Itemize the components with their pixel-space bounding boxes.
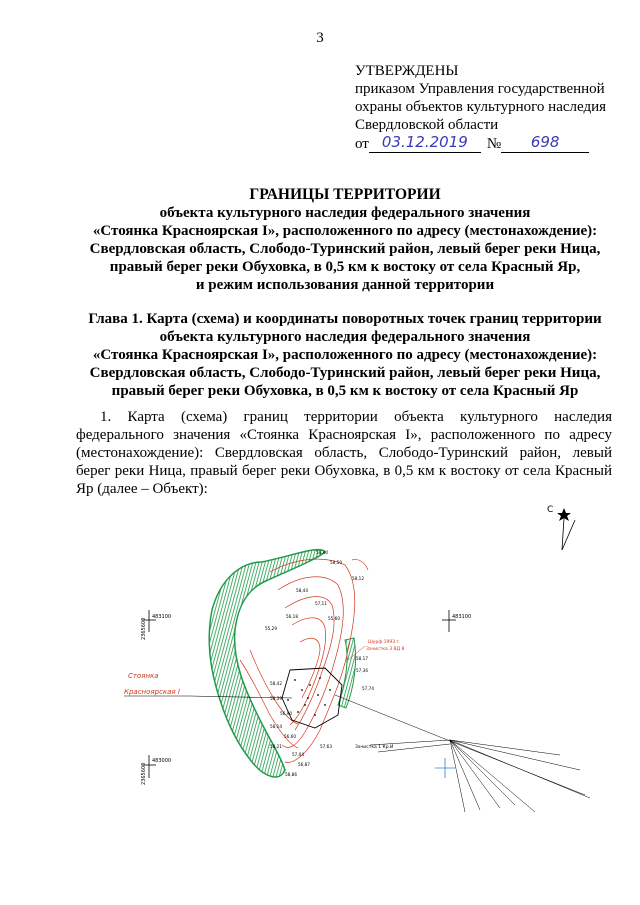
- grid-coordinate: 2365600: [141, 762, 147, 785]
- height-label: 58,39: [270, 696, 282, 701]
- survey-label: Зачистка 3 ВД 8: [366, 647, 405, 652]
- height-label: 55,29: [265, 626, 277, 631]
- site-label: Стоянка: [128, 672, 159, 680]
- site-map: [120, 500, 620, 830]
- title-line: Свердловская область, Слободо-Туринский район, левый берег реки Ница,: [89, 241, 601, 257]
- approval-line: приказом Управления государственной: [355, 81, 605, 97]
- spot-heights: [265, 550, 374, 777]
- height-label: 56,90: [280, 711, 292, 716]
- grid-coordinate: 483100: [152, 614, 172, 620]
- height-label: 58,12: [352, 576, 364, 581]
- approval-date-row: [355, 134, 635, 153]
- body-paragraph: [76, 408, 612, 498]
- page-number: 3: [316, 30, 324, 46]
- paragraph-line: (местонахождение): Свердловская область, Слободо-Туринский район, левый: [76, 445, 612, 461]
- protected-zone-hatch: [209, 550, 325, 777]
- title-line: правый берег реки Обуховка, в 0,5 км к востоку от села Красный Яр,: [109, 259, 581, 275]
- survey-label: Зачистка 1 Кр.И: [355, 745, 394, 750]
- north-arrow: [547, 505, 575, 550]
- approval-line: Свердловской области: [355, 117, 499, 133]
- number-prefix: №: [486, 136, 502, 152]
- title-line: объекта культурного наследия федерального значения: [159, 205, 531, 221]
- approval-line: охраны объектов культурного наследия: [355, 99, 607, 115]
- reference-lines: [335, 695, 590, 812]
- height-label: 58,44: [296, 588, 308, 593]
- paragraph-line: берег реки Ница, правый берег реки Обуховка, в 0,5 км к востоку от села Красный: [76, 463, 612, 479]
- height-label: 57,11: [315, 601, 327, 606]
- chapter-line: правый берег реки Обуховка, в 0,5 км к востоку от села Красный Яр: [111, 383, 579, 399]
- height-label: 56,60: [284, 734, 296, 739]
- height-label: 57,74: [362, 686, 374, 691]
- paragraph-line: федерального значения «Стоянка Красноярская I», расположенного по адресу: [76, 427, 612, 443]
- chapter-line: объекта культурного наследия федерального значения: [159, 329, 531, 345]
- height-label: 58,14: [270, 724, 282, 729]
- chapter-line: Глава 1. Карта (схема) и координаты поворотных точек границ территории: [88, 311, 602, 327]
- paragraph-line: Яр (далее – Объект):: [76, 481, 208, 497]
- height-label: 55,60: [328, 616, 340, 621]
- height-label: 58,21: [270, 744, 282, 749]
- height-label: 58,50: [330, 560, 342, 565]
- height-label: 58,42: [270, 681, 282, 686]
- document-title: [60, 186, 630, 294]
- grid-coordinate: 483100: [452, 614, 472, 620]
- survey-label: Шурф 1993 г.: [368, 640, 401, 645]
- title-line: и режим использования данной территории: [195, 277, 495, 293]
- height-label: 58,17: [356, 656, 368, 661]
- title-line: «Стоянка Красноярская I», расположенного по адресу (местонахождение):: [92, 223, 598, 239]
- approval-stamp: [355, 62, 635, 153]
- date-prefix: от: [355, 136, 369, 152]
- grid-coordinate: 2365600: [141, 617, 147, 640]
- approval-date: 03.12.2019: [369, 134, 481, 153]
- paragraph-line: 1. Карта (схема) границ территории объекта культурного наследия: [100, 409, 612, 425]
- height-label: 56,18: [286, 614, 298, 619]
- height-label: 57,36: [356, 668, 368, 673]
- height-label: 58,86: [285, 772, 297, 777]
- height-label: 57,63: [320, 744, 332, 749]
- chapter-heading: [60, 310, 630, 400]
- height-label: 56,87: [298, 762, 310, 767]
- north-label: С: [547, 505, 554, 515]
- grid-coordinate: 483000: [152, 758, 172, 764]
- height-label: 58,40: [316, 550, 328, 555]
- title-main: ГРАНИЦЫ ТЕРРИТОРИИ: [249, 186, 441, 203]
- chapter-line: «Стоянка Красноярская I», расположенного по адресу (местонахождение):: [92, 347, 598, 363]
- approval-heading: УТВЕРЖДЕНЫ: [355, 63, 459, 79]
- chapter-line: Свердловская область, Слободо-Туринский район, левый берег реки Ница,: [89, 365, 601, 381]
- site-label: Красноярская I: [124, 688, 180, 696]
- approval-number: 698: [501, 134, 589, 153]
- height-label: 57,04: [292, 752, 304, 757]
